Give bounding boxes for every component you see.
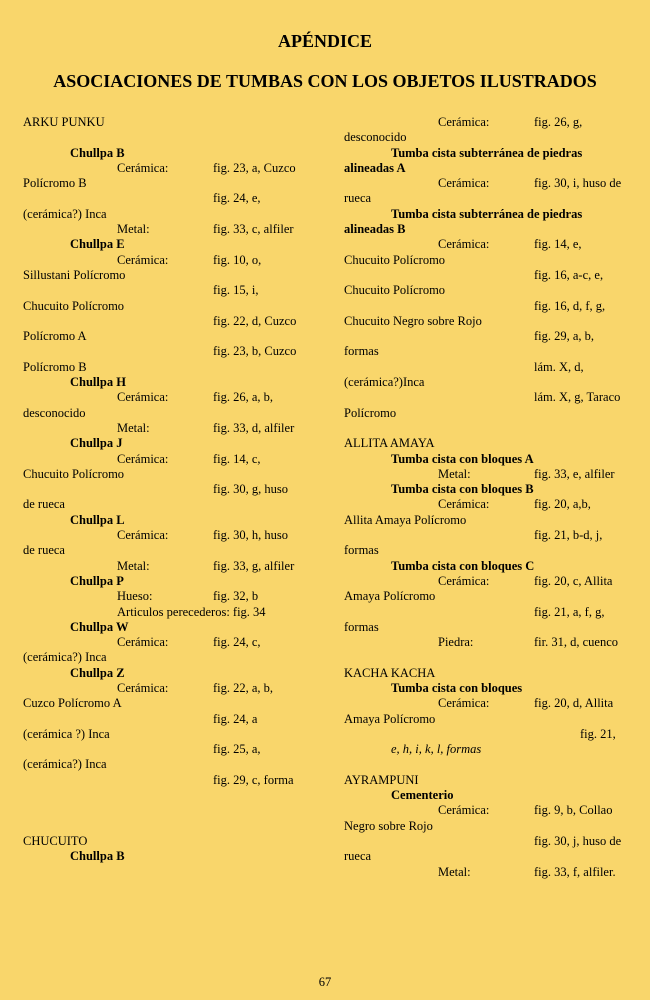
tomb-heading: Tumba cista con bloques C <box>391 558 535 573</box>
tomb-heading: Chullpa L <box>70 512 125 527</box>
tomb-heading: Chullpa J <box>70 436 123 451</box>
figure-ref: fig. 33, c, alfiler <box>213 222 294 237</box>
figure-ref: fig. 30, i, huso de <box>534 176 622 191</box>
figure-ref: fig. 33, e, alfiler <box>534 466 615 481</box>
material-label: Cerámica: <box>117 160 169 175</box>
figure-ref: fig. 29, c, forma <box>213 772 294 787</box>
figure-ref: fig. 23, a, Cuzco <box>213 160 296 175</box>
ref-continuation: Polícromo <box>344 405 397 420</box>
ref-continuation: desconocido <box>344 130 407 145</box>
figure-ref: fig. 22, a, b, <box>213 680 274 695</box>
ref-continuation: de rueca <box>23 497 65 512</box>
ref-continuation: (cerámica?) Inca <box>23 206 107 221</box>
material-label: Metal: <box>438 864 471 879</box>
material-label: Cerámica: <box>438 115 490 129</box>
ref-continuation: Amaya Polícromo <box>344 711 436 726</box>
tomb-heading: Tumba cista con bloques <box>391 680 523 695</box>
ref-continuation: rueca <box>344 849 372 864</box>
figure-ref: fig. 10, o, <box>213 252 262 267</box>
ref-continuation: Polícromo B <box>23 176 87 191</box>
figure-ref: fig. 16, d, f, g, <box>534 298 606 313</box>
figure-ref: fig. 21, b-d, j, <box>534 528 603 543</box>
figure-ref: lám. X, d, <box>534 359 584 374</box>
figure-ref: fig. 15, i, <box>213 283 259 298</box>
site-heading: KACHA KACHA <box>344 665 436 680</box>
material-label: Cerámica: <box>117 252 169 267</box>
figure-ref: fig. 33, g, alfiler <box>213 558 295 573</box>
ref-continuation: formas <box>344 543 379 558</box>
appendix-subtitle: ASOCIACIONES DE TUMBAS CON LOS OBJETOS ILUSTRADOS <box>53 71 597 91</box>
ref-continuation: Negro sobre Rojo <box>344 818 433 833</box>
figure-ref: fig. 20, c, Allita <box>534 573 613 588</box>
figure-ref: fig. 26, g, <box>534 115 583 129</box>
ref-continuation: rueca <box>344 191 372 206</box>
ref-continuation: de rueca <box>23 543 65 558</box>
tomb-heading: Chullpa Z <box>70 665 125 680</box>
figure-ref: fig. 33, f, alfiler. <box>534 864 616 879</box>
ref-continuation: Chucuito Polícromo <box>23 298 125 313</box>
tomb-heading: Chullpa H <box>70 375 126 390</box>
figure-ref: fig. 14, c, <box>213 451 261 466</box>
figure-ref: fig. 25, a, <box>213 742 261 757</box>
ref-continuation: Chucuito Polícromo <box>344 252 446 267</box>
figure-ref: fig. 20, a,b, <box>534 497 591 512</box>
tomb-heading: Chullpa P <box>70 573 124 588</box>
site-heading: ARKU PUNKU <box>23 115 105 129</box>
material-label: Cerámica: <box>438 237 490 252</box>
ref-continuation: (cerámica?) Inca <box>23 650 107 665</box>
material-label: Cerámica: <box>438 803 490 818</box>
tomb-heading: Chullpa E <box>70 237 125 252</box>
figure-ref: fig. 9, b, Collao <box>534 803 613 818</box>
ref-continuation: desconocido <box>23 405 86 420</box>
material-label: Cerámica: <box>438 176 490 191</box>
perishable-items: Articulos perecederos: fig. 34 <box>117 604 266 619</box>
figure-ref: fig. 14, e, <box>534 237 582 252</box>
ref-continuation: Sillustani Polícromo <box>23 267 126 282</box>
site-heading: ALLITA AMAYA <box>344 436 435 451</box>
figure-ref: fig. 21, <box>580 726 616 741</box>
tomb-heading-cont: alineadas B <box>344 222 406 237</box>
ref-continuation: Chucuito Polícromo <box>344 283 446 298</box>
material-label: Cerámica: <box>117 451 169 466</box>
figure-ref: fig. 21, a, f, g, <box>534 604 605 619</box>
material-label: Cerámica: <box>438 497 490 512</box>
material-label: Metal: <box>117 222 150 237</box>
ref-continuation: (cerámica?)Inca <box>344 375 425 390</box>
figure-ref: fig. 23, b, Cuzco <box>213 344 297 359</box>
site-heading: AYRAMPUNI <box>344 772 419 787</box>
figure-ref: fig. 33, d, alfiler <box>213 420 295 435</box>
figure-ref: fig. 29, a, b, <box>534 329 595 344</box>
material-label: Metal: <box>438 466 471 481</box>
right-column <box>344 115 634 880</box>
figure-ref: fig. 22, d, Cuzco <box>213 313 297 328</box>
figure-ref: fig. 32, b <box>213 589 259 604</box>
ref-continuation: (cerámica ?) Inca <box>23 726 110 741</box>
figure-ref: fig. 16, a-c, e, <box>534 267 604 282</box>
material-label: Cerámica: <box>117 528 169 543</box>
appendix-title: APÉNDICE <box>277 31 372 51</box>
material-label: Cerámica: <box>117 390 169 405</box>
tomb-heading-cont: alineadas A <box>344 160 406 175</box>
material-label: Cerámica: <box>438 696 490 711</box>
tomb-heading: Tumba cista subterránea de piedras <box>391 206 583 221</box>
material-label: Piedra: <box>438 635 474 650</box>
figure-ref: lám. X, g, Taraco <box>534 390 621 405</box>
tomb-heading: Tumba cista con bloques A <box>391 451 534 466</box>
figure-ref: fig. 26, a, b, <box>213 390 274 405</box>
ref-continuation: Chucuito Negro sobre Rojo <box>344 313 482 328</box>
tomb-heading: Chullpa B <box>70 145 125 160</box>
figure-ref: fig. 30, j, huso de <box>534 833 622 848</box>
left-column <box>23 115 313 865</box>
ref-continuation: e, h, i, k, l, formas <box>391 742 482 757</box>
tomb-heading: Chullpa B <box>70 849 125 864</box>
material-label: Cerámica: <box>438 573 490 588</box>
figure-ref: fig. 24, e, <box>213 191 261 206</box>
figure-ref: fig. 20, d, Allita <box>534 696 614 711</box>
page-number: 67 <box>318 975 332 989</box>
tomb-heading: Chullpa W <box>70 619 129 634</box>
material-label: Cerámica: <box>117 635 169 650</box>
figure-ref: fig. 24, a <box>213 711 258 726</box>
tomb-heading: Tumba cista subterránea de piedras <box>391 145 583 160</box>
ref-continuation: formas <box>344 344 379 359</box>
ref-continuation: Polícromo B <box>23 359 87 374</box>
ref-continuation: Cuzco Polícromo A <box>23 696 122 711</box>
material-label: Metal: <box>117 420 150 435</box>
tomb-heading: Tumba cista con bloques B <box>391 482 534 497</box>
ref-continuation: Amaya Polícromo <box>344 589 436 604</box>
tomb-heading: Cementerio <box>391 788 454 803</box>
ref-continuation: (cerámica?) Inca <box>23 757 107 772</box>
figure-ref: fig. 24, c, <box>213 635 261 650</box>
site-heading: CHUCUITO <box>23 834 88 849</box>
ref-continuation: formas <box>344 619 379 634</box>
material-label: Hueso: <box>117 589 153 604</box>
figure-ref: fig. 30, h, huso <box>213 528 288 543</box>
ref-continuation: Chucuito Polícromo <box>23 466 125 481</box>
material-label: Metal: <box>117 558 150 573</box>
ref-continuation: Allita Amaya Polícromo <box>344 512 467 527</box>
ref-continuation: Polícromo A <box>23 329 87 344</box>
figure-ref: fig. 30, g, huso <box>213 482 288 497</box>
material-label: Cerámica: <box>117 680 169 695</box>
figure-ref: fir. 31, d, cuenco <box>534 635 619 650</box>
